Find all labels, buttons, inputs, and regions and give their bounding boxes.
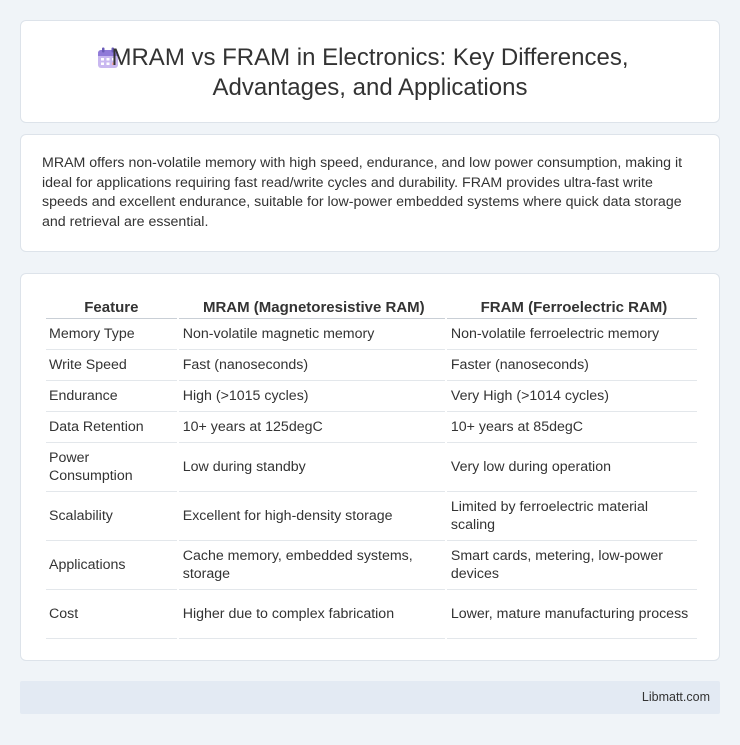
table-header-row [46, 296, 697, 319]
mram-cell: Excellent for high-density storage [179, 492, 445, 541]
mram-cell: Fast (nanoseconds) [179, 350, 445, 381]
header-mram: MRAM (Magnetoresistive RAM) [179, 296, 445, 319]
fram-cell: Very High (>1014 cycles) [447, 381, 697, 412]
table-row [46, 541, 697, 590]
footer [20, 681, 720, 714]
mram-cell: Non-volatile magnetic memory [179, 319, 445, 350]
table-row [46, 381, 697, 412]
fram-cell: Very low during operation [447, 443, 697, 492]
mram-cell: Higher due to complex fabrication [179, 590, 445, 639]
fram-cell: Faster (nanoseconds) [447, 350, 697, 381]
fram-cell: Lower, mature manufacturing process [447, 590, 697, 639]
comparison-table-card [20, 273, 720, 661]
mram-cell: Cache memory, embedded systems, storage [179, 541, 445, 590]
table-row [46, 350, 697, 381]
fram-cell: Limited by ferroelectric material scaling [447, 492, 697, 541]
feature-cell: Applications [46, 541, 177, 590]
mram-cell: High (>1015 cycles) [179, 381, 445, 412]
header-fram: FRAM (Ferroelectric RAM) [447, 296, 697, 319]
page-title: MRAM vs FRAM in Electronics: Key Differences, Advantages, and Applications [111, 44, 629, 101]
fram-cell: Non-volatile ferroelectric memory [447, 319, 697, 350]
feature-cell: Cost [46, 590, 177, 639]
header-feature: Feature [46, 296, 177, 319]
feature-cell: Data Retention [46, 412, 177, 443]
table-row [46, 412, 697, 443]
feature-cell: Endurance [46, 381, 177, 412]
mram-cell: 10+ years at 125degC [179, 412, 445, 443]
feature-cell: Write Speed [46, 350, 177, 381]
table-row [46, 443, 697, 492]
feature-cell: Memory Type [46, 319, 177, 350]
table-row [46, 319, 697, 350]
table-row [46, 590, 697, 639]
summary-paragraph: MRAM offers non-volatile memory with high speed, endurance, and low power consumption, making it ideal for applications requiring fast read/write cycles and durability. FRAM provides ultra-fast write speeds and excellent endurance, suitable for low-power embedded systems where quick data storage and retrieval are essential. [42, 155, 683, 230]
mram-cell: Low during standby [179, 443, 445, 492]
summary-card [20, 134, 720, 252]
footer-brand-link[interactable]: Libmatt.com [641, 690, 710, 704]
feature-cell: Power Consumption [46, 443, 177, 492]
title-card [20, 20, 720, 123]
comparison-table [44, 296, 699, 639]
feature-cell: Scalability [46, 492, 177, 541]
fram-cell: 10+ years at 85degC [447, 412, 697, 443]
table-row [46, 492, 697, 541]
fram-cell: Smart cards, metering, low-power devices [447, 541, 697, 590]
